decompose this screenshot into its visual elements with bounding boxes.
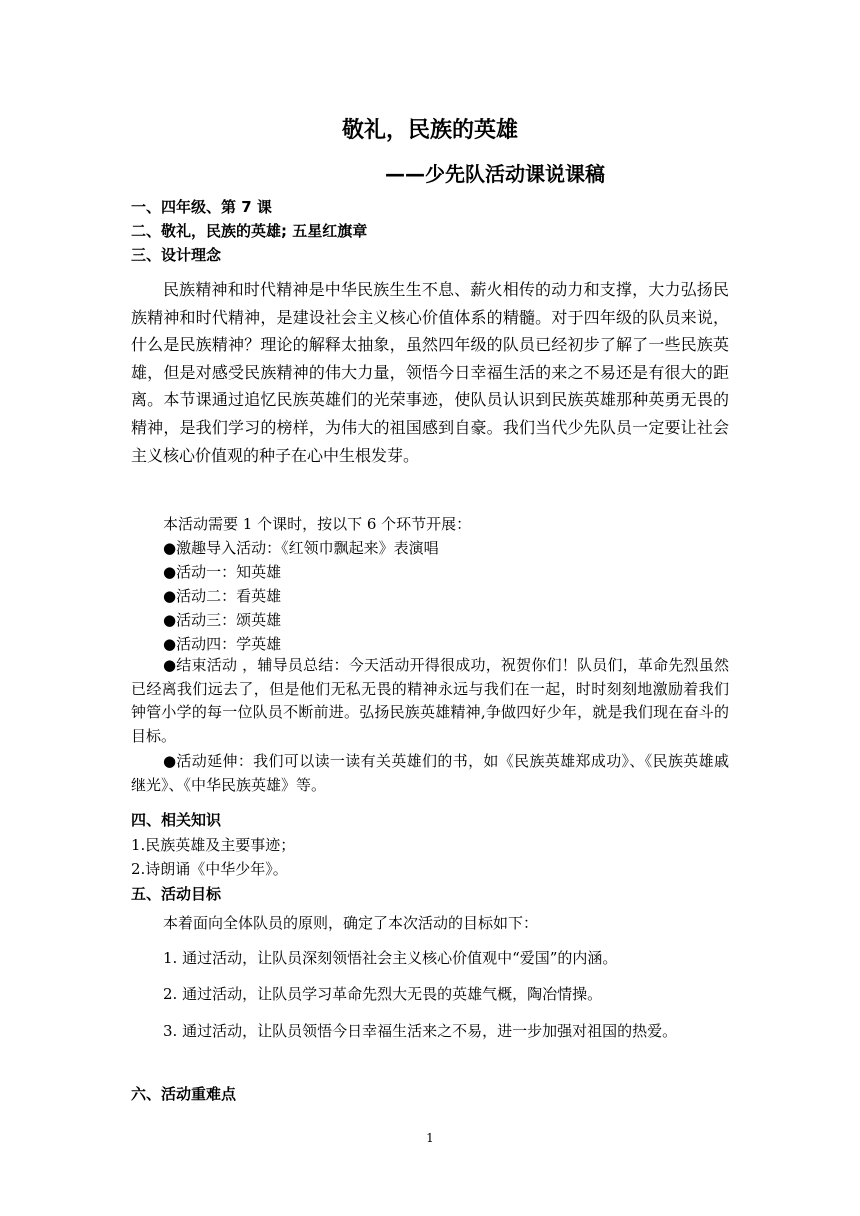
page-number: 1 (426, 1131, 434, 1145)
bullet-item: ●活动一：知英雄 (163, 563, 282, 581)
document-subtitle: ——少先队活动课说课稿 (385, 162, 605, 186)
goal-intro: 本着面向全体队员的原则，确定了本次活动的目标如下： (163, 914, 539, 932)
goal-item: 1. 通过活动，让队员深刻领悟社会主义核心价值观中“爱国”的内涵。 (163, 949, 618, 967)
bullet-item: ●活动四：学英雄 (163, 635, 282, 653)
goal-item: 3. 通过活动，让队员领悟今日幸福生活来之不易，进一步加强对祖国的热爱。 (163, 1022, 678, 1040)
heading-2: 二、敬礼，民族的英雄; 五星红旗章 (131, 222, 368, 240)
bullet-extension-paragraph: ●活动延伸：我们可以读一读有关英雄们的书，如《民族英雄郑成功》、《民族英雄戚继光》、《中华民族英雄》等。 (131, 752, 729, 794)
bullet-item: ●活动二：看英雄 (163, 587, 282, 605)
heading-4: 四、相关知识 (131, 811, 222, 829)
design-concept-paragraph: 民族精神和时代精神是中华民族生生不息、薪火相传的动力和支撑，大力弘扬民族精神和时代精神，是建设社会主义核心价值体系的精髓。对于四年级的队员来说，什么是民族精神？理论的解释太抽象，虽然四年级的队员已经初步了解了一些民族英雄，但是对感受民族精神的伟大力量，领悟今日幸福生活的来之不易还是有很大的距离。本节课通过追忆民族英雄们的光荣事迹，使队员认识到民族英雄那种英勇无畏的精神，是我们学习的榜样，为伟大的祖国感到自豪。我们当代少先队员一定要让社会主义核心价值观的种子在心中生根发芽。 (131, 280, 729, 465)
goal-item: 2. 通过活动，让队员学习革命先烈大无畏的英雄气概，陶冶情操。 (163, 985, 603, 1003)
document-title: 敬礼，民族的英雄 (341, 118, 518, 143)
bullet-summary-paragraph: ●结束活动 ，辅导员总结：今天活动开得很成功，祝贺你们！队员们，革命先烈虽然已经离我们远去了，但是他们无私无畏的精神永远与我们在一起，时时刻刻地激励着我们钟管小学的每一位队员不断前进。弘扬民族英雄精神,争做四好少年，就是我们现在奋斗的目标。 (131, 656, 729, 745)
heading-6: 六、活动重难点 (131, 1085, 237, 1103)
heading-5: 五、活动目标 (131, 885, 222, 903)
activity-intro-text: 本活动需要 1 个课时，按以下 6 个环节开展： (163, 515, 472, 533)
heading-1: 一、四年级、第 7 课 (131, 198, 272, 216)
knowledge-item: 2.诗朗诵《中华少年》。 (131, 860, 288, 878)
knowledge-item: 1.民族英雄及主要事迹； (131, 836, 296, 854)
heading-3: 三、设计理念 (131, 246, 222, 264)
bullet-item: ●活动三：颂英雄 (163, 611, 282, 629)
bullet-item: ●激趣导入活动：《红领巾飘起来》表演唱 (163, 539, 439, 557)
